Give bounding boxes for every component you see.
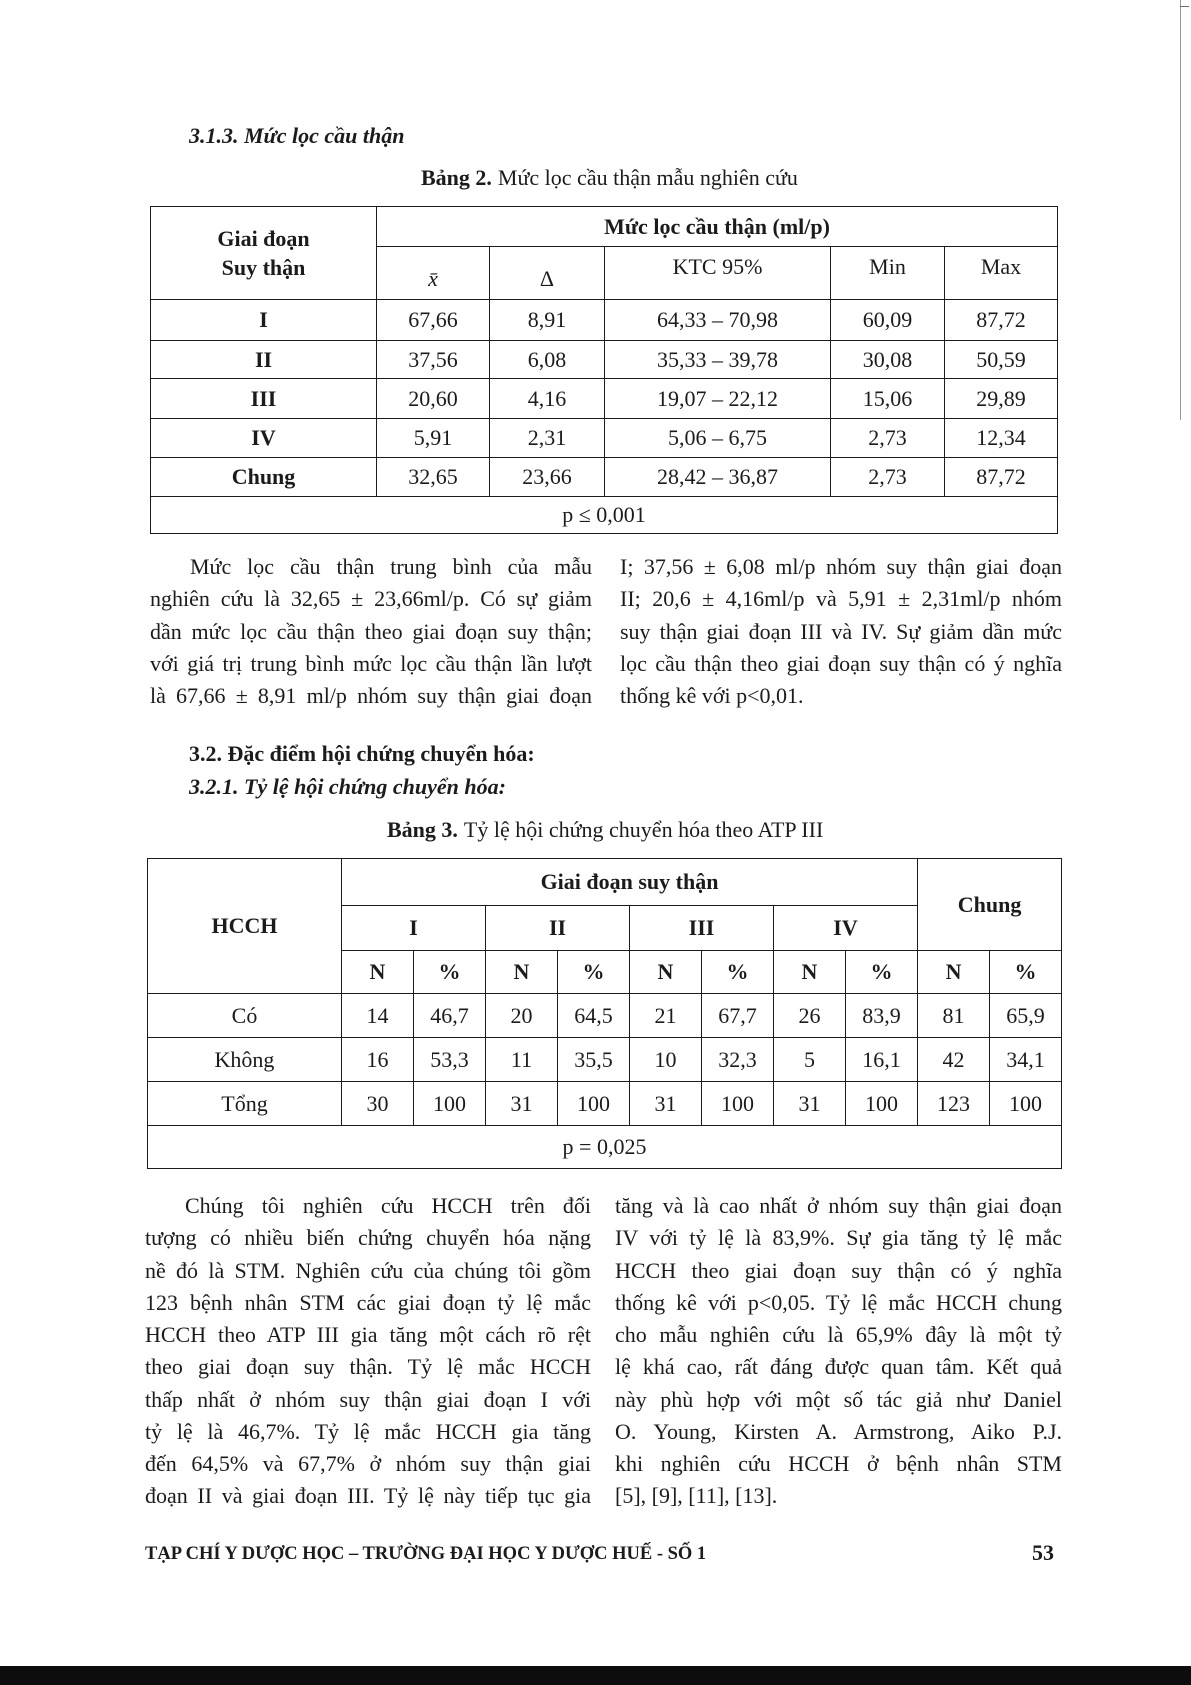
table-2-glomerular-filtration — [150, 206, 1058, 534]
stage-4-n: 5 — [774, 1038, 846, 1082]
text-line: tượng có nhiều biến chứng chuyển hóa nặng — [145, 1225, 591, 1251]
text-line: với giá trị trung bình mức lọc cầu thận lần lượt — [150, 650, 592, 676]
n-column-header: N — [630, 951, 702, 994]
text-line: khi nghiên cứu HCCH ở bệnh nhân STM — [615, 1451, 1062, 1476]
max-value: 12,34 — [945, 419, 1058, 458]
stage-header: III — [630, 906, 774, 951]
hcch-row-label: Không — [148, 1038, 342, 1082]
min-value: 60,09 — [831, 300, 945, 341]
stage-1-n: 16 — [342, 1038, 414, 1082]
stage-4-n: 26 — [774, 994, 846, 1038]
section-heading-3-1-3: 3.1.3. Mức lọc cầu thận — [189, 123, 405, 148]
stage-2-percent: 35,5 — [558, 1038, 630, 1082]
text-line: 123 bệnh nhân STM các giai đoạn tỷ lệ mắc — [145, 1289, 591, 1315]
stage-header-line: Suy thận — [221, 255, 306, 280]
mean-value: 20,60 — [377, 379, 490, 419]
stage-3-percent: 67,7 — [702, 994, 774, 1038]
journal-footer: TẠP CHÍ Y DƯỢC HỌC – TRƯỜNG ĐẠI HỌC Y DƯỢC HUẾ - SỐ 1 — [145, 1544, 707, 1564]
min-column-header: Min — [831, 247, 945, 300]
text-line: I; 37,56 ± 6,08 ml/p nhóm suy thận giai đoạn — [620, 554, 1062, 579]
stage-header: II — [486, 906, 630, 951]
table-row — [151, 419, 1058, 458]
max-value: 50,59 — [945, 341, 1058, 379]
table-header-row — [148, 859, 1062, 906]
text-line: [5], [9], [11], [13]. — [615, 1483, 778, 1509]
p-value-row — [148, 1126, 1062, 1169]
text-line: thống kê với p<0,01. — [620, 683, 804, 708]
stage-3-n: 21 — [630, 994, 702, 1038]
p-value-cell: p = 0,025 — [148, 1126, 1062, 1169]
p-value-cell: p ≤ 0,001 — [151, 497, 1058, 534]
table-2-caption-text: Mức lọc cầu thận mẫu nghiên cứu — [497, 165, 798, 190]
stage-4-percent: 100 — [846, 1082, 918, 1126]
stage-1-percent: 46,7 — [414, 994, 486, 1038]
text-line: tăng và là cao nhất ở nhóm suy thận giai đoạn — [615, 1193, 1062, 1218]
table-row — [151, 341, 1058, 379]
table-3-caption-label: Bảng 3. — [387, 817, 458, 842]
table-3-caption — [387, 814, 823, 846]
mean-value: 32,65 — [377, 458, 490, 497]
max-value: 29,89 — [945, 379, 1058, 419]
stage-2-percent: 100 — [558, 1082, 630, 1126]
stage-4-percent: 16,1 — [846, 1038, 918, 1082]
mean-value: 37,56 — [377, 341, 490, 379]
stage-label: III — [151, 379, 377, 419]
stage-2-percent: 64,5 — [558, 994, 630, 1038]
min-value: 30,08 — [831, 341, 945, 379]
stage-group-header: Giai đoạn suy thận — [342, 859, 918, 906]
percent-column-header: % — [414, 951, 486, 994]
ci95-column-header: KTC 95% — [605, 247, 831, 300]
percent-column-header: % — [990, 951, 1062, 994]
text-line: HCCH theo giai đoạn suy thận có ý nghĩa — [615, 1257, 1062, 1283]
table-3-metabolic-syndrome — [147, 858, 1062, 1169]
scan-edge-line — [1180, 0, 1181, 420]
p-value-row — [151, 497, 1058, 534]
stage-2-n: 11 — [486, 1038, 558, 1082]
section-heading-3-2-1: 3.2.1. Tỷ lệ hội chứng chuyển hóa: — [189, 774, 506, 799]
ci95-value: 5,06 – 6,75 — [605, 419, 831, 458]
mean-column-header: x̄ — [377, 247, 490, 300]
stage-2-n: 20 — [486, 994, 558, 1038]
stage-4-percent: 83,9 — [846, 994, 918, 1038]
text-line: cho mẫu nghiên cứu là 65,9% đây là một tỷ — [615, 1322, 1062, 1347]
text-line: này phù hợp với một số tác giả như Daniel — [615, 1386, 1062, 1412]
n-column-header: N — [342, 951, 414, 994]
table-2-caption — [421, 162, 798, 194]
mean-value: 67,66 — [377, 300, 490, 341]
stage-4-n: 31 — [774, 1082, 846, 1126]
table-row — [148, 1082, 1062, 1126]
stage-label: I — [151, 300, 377, 341]
stage-3-n: 31 — [630, 1082, 702, 1126]
stage-header-line: Giai đoạn — [217, 226, 310, 251]
delta-value: 8,91 — [490, 300, 605, 341]
text-line: HCCH theo ATP III gia tăng một cách rõ rệt — [145, 1322, 591, 1347]
text-line: là 67,66 ± 8,91 ml/p nhóm suy thận giai đoạn — [150, 683, 592, 708]
scan-bottom-edge — [0, 1666, 1191, 1685]
hcch-row-label: Có — [148, 994, 342, 1038]
stage-1-percent: 53,3 — [414, 1038, 486, 1082]
table-2-caption-label: Bảng 2. — [421, 165, 492, 190]
total-header: Chung — [918, 859, 1062, 951]
total-n: 123 — [918, 1082, 990, 1126]
stage-header: I — [342, 906, 486, 951]
table-3-caption-text: Tỷ lệ hội chứng chuyển hóa theo ATP III — [463, 817, 824, 842]
n-column-header: N — [774, 951, 846, 994]
n-column-header: N — [486, 951, 558, 994]
stage-header-cell — [151, 207, 377, 300]
stage-label: IV — [151, 419, 377, 458]
stage-header: IV — [774, 906, 918, 951]
ci95-value: 28,42 – 36,87 — [605, 458, 831, 497]
total-percent: 34,1 — [990, 1038, 1062, 1082]
table-row — [151, 379, 1058, 419]
stage-3-percent: 32,3 — [702, 1038, 774, 1082]
max-value: 87,72 — [945, 300, 1058, 341]
text-line: suy thận giai đoạn III và IV. Sự giảm dần mức — [620, 618, 1062, 644]
n-column-header: N — [918, 951, 990, 994]
total-percent: 65,9 — [990, 994, 1062, 1038]
delta-value: 4,16 — [490, 379, 605, 419]
text-line: đến 64,5% và 67,7% ở nhóm suy thận giai — [145, 1451, 591, 1476]
section-heading-3-2: 3.2. Đặc điểm hội chứng chuyển hóa: — [189, 741, 535, 766]
text-line: Mức lọc cầu thận trung bình của mẫu — [190, 554, 592, 579]
text-line: tỷ lệ là 46,7%. Tỷ lệ mắc HCCH gia tăng — [145, 1418, 591, 1444]
mean-value: 5,91 — [377, 419, 490, 458]
gfr-group-header: Mức lọc cầu thận (ml/p) — [377, 207, 1058, 247]
max-column-header: Max — [945, 247, 1058, 300]
percent-column-header: % — [846, 951, 918, 994]
text-line: nghiên cứu là 32,65 ± 23,66ml/p. Có sự giảm — [150, 586, 592, 612]
stage-1-n: 14 — [342, 994, 414, 1038]
stage-1-percent: 100 — [414, 1082, 486, 1126]
paragraph-2-left-column — [145, 1190, 591, 1513]
delta-column-header: Δ — [490, 247, 605, 300]
paragraph-1-right-column — [620, 551, 1062, 712]
delta-value: 2,31 — [490, 419, 605, 458]
text-line: thống kê với p<0,05. Tỷ lệ mắc HCCH chung — [615, 1289, 1062, 1315]
text-line: lệ khá cao, rất đáng được quan tâm. Kết quả — [615, 1354, 1062, 1380]
table-row — [151, 458, 1058, 497]
min-value: 2,73 — [831, 419, 945, 458]
total-n: 81 — [918, 994, 990, 1038]
paragraph-1-left-column — [150, 551, 592, 712]
max-value: 87,72 — [945, 458, 1058, 497]
stage-3-n: 10 — [630, 1038, 702, 1082]
text-line: dần mức lọc cầu thận theo giai đoạn suy thận; — [150, 618, 592, 644]
text-line: đoạn II và giai đoạn III. Tỷ lệ này tiếp tục gia — [145, 1483, 591, 1509]
scan-edge-mark — [1180, 6, 1189, 7]
hcch-row-label: Tổng — [148, 1082, 342, 1126]
hcch-header: HCCH — [148, 859, 342, 994]
table-row — [151, 300, 1058, 341]
total-percent: 100 — [990, 1082, 1062, 1126]
text-line: Chúng tôi nghiên cứu HCCH trên đối — [185, 1193, 591, 1218]
text-line: IV với tỷ lệ là 83,9%. Sự gia tăng tỷ lệ mắc — [615, 1225, 1062, 1251]
delta-value: 6,08 — [490, 341, 605, 379]
ci95-value: 64,33 – 70,98 — [605, 300, 831, 341]
text-line: II; 20,6 ± 4,16ml/p và 5,91 ± 2,31ml/p nhóm — [620, 586, 1062, 612]
table-header-row — [151, 207, 1058, 247]
page-number: 53 — [1032, 1540, 1054, 1565]
min-value: 2,73 — [831, 458, 945, 497]
stage-2-n: 31 — [486, 1082, 558, 1126]
min-value: 15,06 — [831, 379, 945, 419]
text-line: thấp nhất ở nhóm suy thận giai đoạn I với — [145, 1386, 591, 1412]
text-line: nề đó là STM. Nghiên cứu của chúng tôi gồm — [145, 1257, 591, 1283]
delta-value: 23,66 — [490, 458, 605, 497]
text-line: lọc cầu thận theo giai đoạn suy thận có ý nghĩa — [620, 650, 1062, 676]
table-row — [148, 994, 1062, 1038]
paragraph-2-right-column — [615, 1190, 1062, 1513]
percent-column-header: % — [702, 951, 774, 994]
stage-3-percent: 100 — [702, 1082, 774, 1126]
ci95-value: 19,07 – 22,12 — [605, 379, 831, 419]
text-line: theo giai đoạn suy thận. Tỷ lệ mắc HCCH — [145, 1354, 591, 1380]
ci95-value: 35,33 – 39,78 — [605, 341, 831, 379]
total-n: 42 — [918, 1038, 990, 1082]
stage-1-n: 30 — [342, 1082, 414, 1126]
table-row — [148, 1038, 1062, 1082]
percent-column-header: % — [558, 951, 630, 994]
text-line: O. Young, Kirsten A. Armstrong, Aiko P.J. — [615, 1418, 1062, 1444]
stage-label: Chung — [151, 458, 377, 497]
stage-label: II — [151, 341, 377, 379]
